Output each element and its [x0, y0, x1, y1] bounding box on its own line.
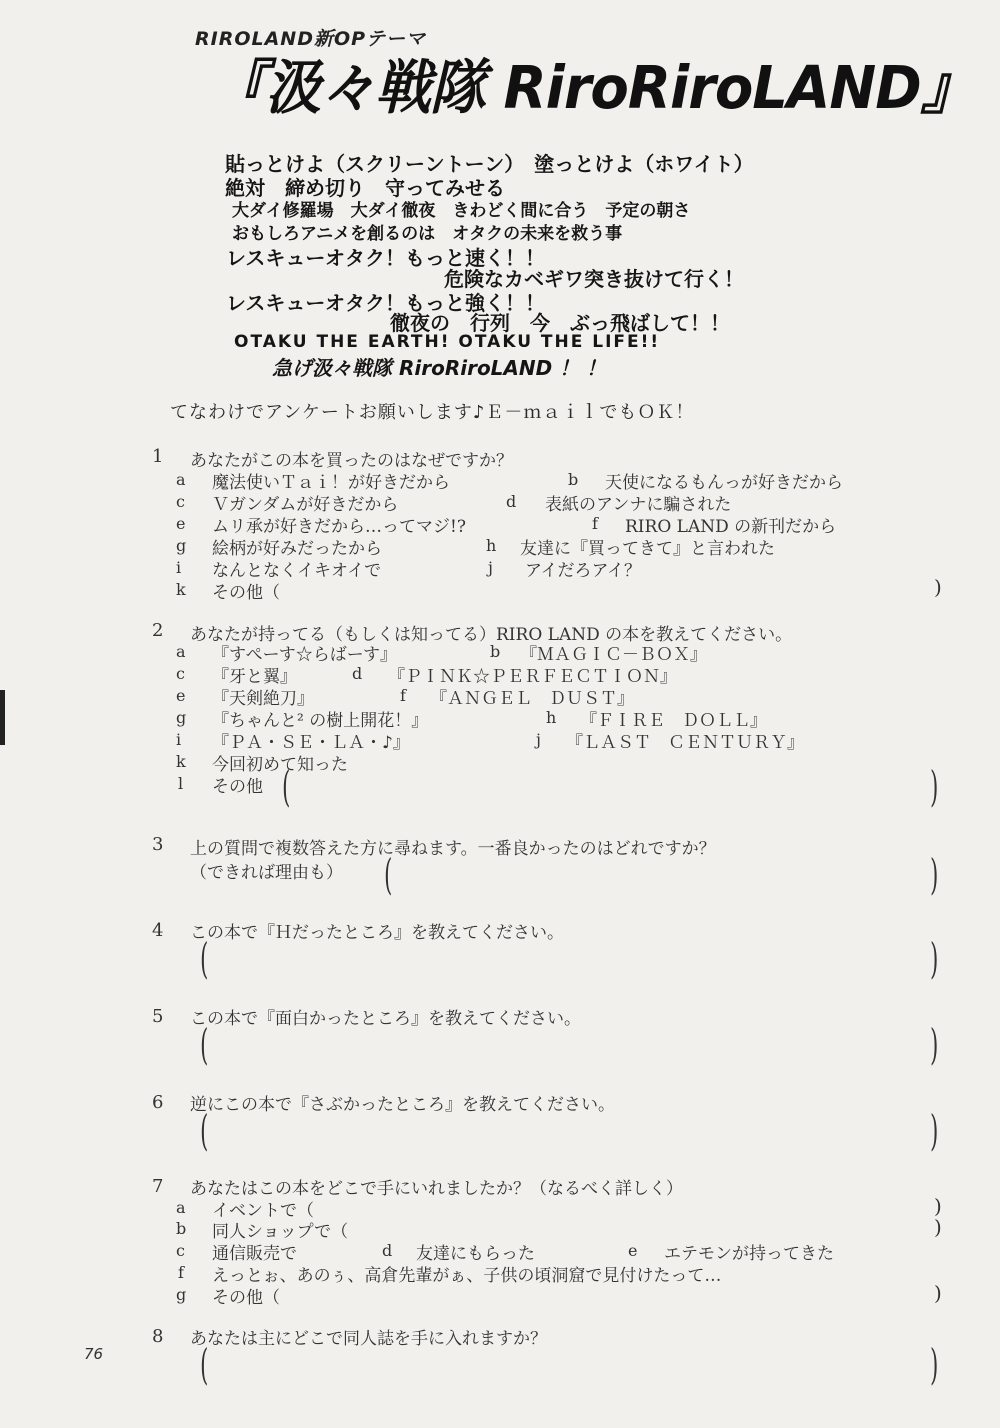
option-letter: f [592, 514, 598, 533]
question-number: 4 [152, 920, 164, 941]
survey-intro: てなわけでアンケートお願いします♪Ｅ－ｍａｉｌでもＯＫ！ [170, 402, 695, 423]
question-number: 2 [152, 620, 164, 641]
close-paren: ) [930, 1340, 939, 1389]
option-letter: f [400, 686, 406, 705]
q7-option-e[interactable]: エテモンが持ってきた [664, 1244, 834, 1264]
option-letter: b [490, 642, 501, 661]
question-5-text: この本で『面白かったところ』を教えてください。 [190, 1009, 581, 1029]
q2-option-l[interactable]: その他 [212, 777, 263, 797]
option-letter: g [176, 536, 187, 555]
open-paren: ( [200, 1340, 209, 1389]
option-letter: h [486, 536, 497, 555]
q2-option-e[interactable]: 『天剣絶刀』 [212, 689, 314, 709]
question-4-text: この本で『Ｈだったところ』を教えてください。 [190, 923, 564, 943]
option-letter: c [176, 664, 185, 683]
option-letter: e [176, 514, 186, 533]
lyric-line: 貼っとけよ（スクリーントーン） 塗っとけよ（ホワイト） [225, 152, 754, 176]
option-letter: a [176, 470, 186, 489]
close-paren: ) [934, 575, 942, 599]
option-letter: c [176, 1241, 185, 1260]
option-letter: k [176, 752, 186, 771]
lyric-line: レスキューオタク！もっと強く！！ [226, 291, 545, 315]
song-subtitle: RIROLAND新OPテーマ [195, 28, 427, 50]
q2-option-c[interactable]: 『牙と翼』 [212, 667, 297, 687]
close-paren: ) [930, 850, 939, 899]
lyric-line: OTAKU THE EARTH! OTAKU THE LIFE!! [234, 332, 661, 352]
question-2-text: あなたが持ってる（もしくは知ってる）RIRO LAND の本を教えてください。 [190, 625, 793, 645]
option-letter: g [176, 1285, 187, 1304]
question-number: 5 [152, 1006, 164, 1027]
question-number: 7 [152, 1176, 164, 1197]
q7-option-b[interactable]: 同人ショップで（ [212, 1222, 349, 1242]
option-letter: d [506, 492, 517, 511]
option-letter: d [382, 1241, 393, 1260]
q1-option-g[interactable]: 絵柄が好みだったから [212, 539, 382, 559]
close-paren: ) [930, 1106, 939, 1155]
option-letter: i [176, 730, 182, 749]
lyric-line: 大ダイ修羅場 大ダイ徹夜 きわどく間に合う 予定の朝さ [232, 201, 691, 221]
option-letter: j [488, 558, 493, 577]
open-paren: ( [282, 762, 291, 811]
q1-option-a[interactable]: 魔法使いＴａｉ！が好きだから [212, 473, 450, 493]
question-6-text: 逆にこの本で『さぶかったところ』を教えてください。 [190, 1095, 615, 1115]
question-3-text: 上の質問で複数答えた方に尋ねます。一番良かったのはどれですか？ [190, 839, 716, 859]
q7-option-g[interactable]: その他（ [212, 1288, 280, 1308]
question-number: 8 [152, 1326, 164, 1347]
q2-option-h[interactable]: 『ＦＩＲＥ ＤＯＬＬ』 [580, 711, 767, 731]
option-letter: k [176, 580, 186, 599]
question-number: 6 [152, 1092, 164, 1113]
option-letter: d [352, 664, 363, 683]
q1-option-d[interactable]: 表紙のアンナに騙された [545, 495, 732, 515]
page-edge-mark [0, 690, 5, 745]
song-title: 『汲々戦隊 RiroRiroLAND』 [210, 54, 976, 123]
q2-option-k[interactable]: 今回初めて知った [212, 755, 348, 775]
lyric-line: レスキューオタク！もっと速く！！ [226, 246, 545, 270]
open-paren: ( [200, 1106, 209, 1155]
option-letter: a [176, 1198, 186, 1217]
option-letter: h [546, 708, 557, 727]
q7-option-a[interactable]: イベントで（ [212, 1201, 314, 1221]
lyric-line: 徹夜の 行列 今 ぶっ飛ばして！！ [390, 311, 730, 335]
q1-option-j[interactable]: アイだろアイ？ [525, 561, 641, 581]
question-1-text: あなたがこの本を買ったのはなぜですか？ [190, 451, 513, 471]
close-paren: ) [930, 762, 939, 811]
option-letter: b [568, 470, 579, 489]
close-paren: ) [934, 1194, 942, 1218]
q7-option-d[interactable]: 友達にもらった [416, 1244, 535, 1264]
lyric-line: 絶対 締め切り 守ってみせる [225, 176, 505, 200]
q2-option-d[interactable]: 『ＰＩＮＫ☆ＰＥＲＦＥＣＴＩＯＮ』 [388, 667, 677, 687]
option-letter: a [176, 642, 186, 661]
question-3-subtext: （できれば理由も） [190, 863, 343, 883]
q2-option-f[interactable]: 『ＡＮＧＥＬ ＤＵＳＴ』 [430, 689, 634, 709]
option-letter: l [178, 774, 184, 793]
option-letter: i [176, 558, 182, 577]
close-paren: ) [930, 1020, 939, 1069]
option-letter: f [178, 1263, 184, 1282]
q2-option-g[interactable]: 『ちゃんと² の樹上開花！』 [212, 711, 429, 731]
q1-option-i[interactable]: なんとなくイキオイで [212, 561, 382, 581]
option-letter: e [176, 686, 186, 705]
q1-option-b[interactable]: 天使になるもんっが好きだから [605, 473, 843, 493]
q7-option-f[interactable]: えっとぉ、あのぅ、高倉先輩がぁ、子供の頃洞窟で見付けたって… [212, 1266, 722, 1286]
question-7-text: あなたはこの本をどこで手にいれましたか？（なるべく詳しく） [190, 1179, 683, 1199]
q2-option-j[interactable]: 『ＬＡＳＴ ＣＥＮＴＵＲＹ』 [566, 733, 804, 753]
question-number: 3 [152, 834, 164, 855]
page-number: 76 [84, 1345, 104, 1363]
option-letter: j [536, 730, 541, 749]
question-8-text: あなたは主にどこで同人誌を手に入れますか？ [190, 1329, 547, 1349]
q1-option-f[interactable]: RIRO LAND の新刊だから [625, 517, 837, 537]
q7-option-c[interactable]: 通信販売で [212, 1244, 297, 1264]
option-letter: e [628, 1241, 638, 1260]
lyric-line: 危険なカベギワ突き抜けて行く！ [444, 267, 744, 291]
open-paren: ( [200, 1020, 209, 1069]
q2-option-a[interactable]: 『すぺーす☆らばーす』 [212, 645, 397, 665]
q1-option-k[interactable]: その他（ [212, 583, 280, 603]
close-paren: ) [934, 1281, 942, 1305]
lyric-line: 急げ汲々戦隊 RiroRiroLAND ！ ！ [272, 356, 607, 380]
q2-option-b[interactable]: 『ＭＡＧＩＣ－ＢＯＸ』 [520, 645, 707, 665]
close-paren: ) [934, 1215, 942, 1239]
q1-option-e[interactable]: ムリ承が好きだから…ってマジ!? [212, 517, 466, 537]
open-paren: ( [200, 934, 209, 983]
option-letter: b [176, 1219, 187, 1238]
q1-option-c[interactable]: Ｖガンダムが好きだから [212, 495, 399, 515]
option-letter: g [176, 708, 187, 727]
question-number: 1 [152, 446, 164, 467]
option-letter: c [176, 492, 185, 511]
lyric-line: おもしろアニメを創るのは オタクの未来を救う事 [232, 224, 623, 244]
open-paren: ( [384, 850, 393, 899]
q2-option-i[interactable]: 『ＰＡ・ＳＥ・ＬＡ・♪』 [212, 733, 410, 753]
close-paren: ) [930, 934, 939, 983]
q1-option-h[interactable]: 友達に『買ってきて』と言われた [520, 539, 775, 559]
